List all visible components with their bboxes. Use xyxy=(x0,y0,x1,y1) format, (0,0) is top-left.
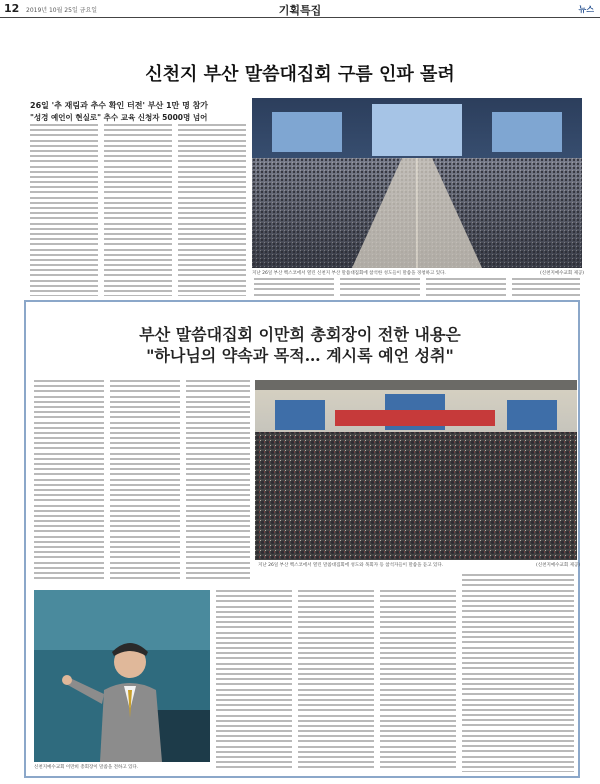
article2-photo-credit: (신천지예수교회 제공) xyxy=(536,563,581,568)
speaker-photo-caption: 신천지예수교회 이만희 총회장이 말씀을 전하고 있다. xyxy=(34,765,139,770)
page-header xyxy=(0,0,600,18)
article1-photo xyxy=(252,98,582,268)
speaker-image xyxy=(34,590,210,762)
article1-headline: 신천지 부산 말씀대집회 구름 인파 몰려 xyxy=(145,64,455,85)
article2-column-6 xyxy=(380,590,456,772)
article1-column-7 xyxy=(512,278,580,296)
article2-headline-line1: 부산 말씀대집회 이만희 총회장이 전한 내용은 xyxy=(139,325,461,344)
newspaper-logo: 뉴스 xyxy=(578,5,594,14)
article2-photo-caption: 지난 26일 부산 벡스코에서 열린 말씀대집회에 성도와 목회자 등 참석자들이 말씀을 듣고 있다. xyxy=(258,563,444,568)
issue-date: 2019년 10월 25일 금요일 xyxy=(26,7,98,14)
article2-column-5 xyxy=(298,590,374,772)
article1-column-4 xyxy=(254,278,334,296)
page-number: 12 xyxy=(4,2,20,15)
article1-photo-caption: 지난 26일 부산 벡스코에서 열린 신천지 부산 말씀대집회에 참석한 성도들이 말씀을 경청하고 있다. xyxy=(252,271,446,276)
article1-subheading-2: "성경 예언이 현실로" 추수 교육 신청자 5000명 넘어 xyxy=(30,113,208,122)
article2-column-2 xyxy=(110,380,180,580)
article1-column-5 xyxy=(340,278,420,296)
convention-hall-image xyxy=(252,98,582,268)
section-title: 기획특집 xyxy=(278,4,322,17)
convention-crowd-image xyxy=(255,380,577,560)
article1-column-2 xyxy=(104,124,172,296)
article2-column-3 xyxy=(186,380,250,580)
article1-column-1 xyxy=(30,124,98,296)
speaker-photo xyxy=(34,590,210,762)
article1-column-3 xyxy=(178,124,246,296)
article1-column-6 xyxy=(426,278,506,296)
article2-column-7 xyxy=(462,574,574,772)
article1-subheading-1: 26일 '추 재림과 추수 확인 터전' 부산 1만 명 참가 xyxy=(30,101,209,110)
article2-column-1 xyxy=(34,380,104,580)
article2-photo xyxy=(255,380,577,560)
article2-headline-line2: "하나님의 약속과 목적… 계시록 예언 성취" xyxy=(146,346,454,365)
article1-photo-credit: (신천지예수교회 제공) xyxy=(540,271,585,276)
article2-column-4 xyxy=(216,590,292,772)
